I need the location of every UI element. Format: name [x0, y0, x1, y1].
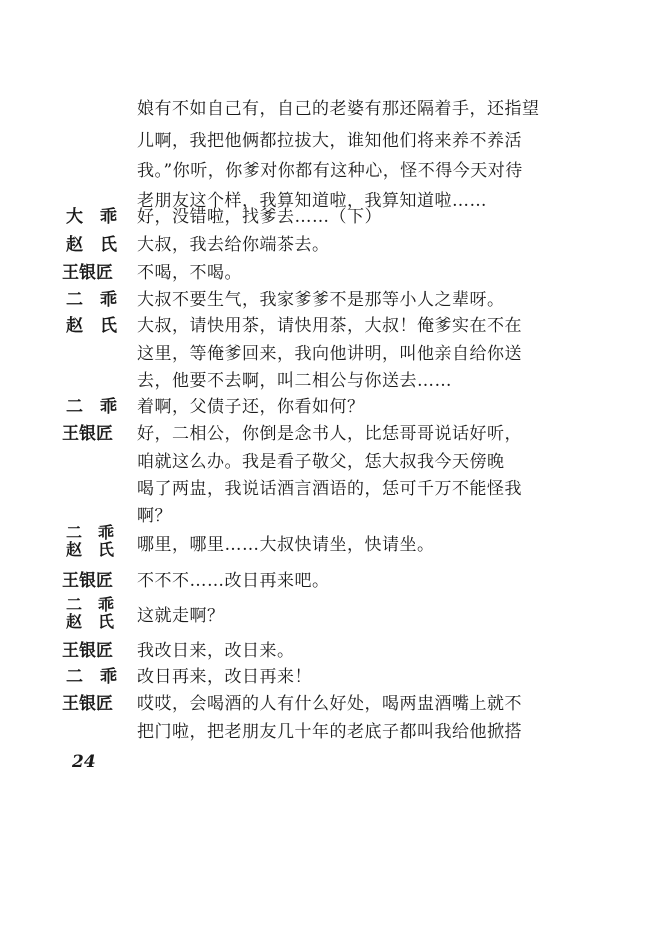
speaker-label-pair	[66, 596, 114, 630]
speaker-label: 二 乖	[66, 667, 117, 687]
text-line: 把门啦，把老朋友几十年的老底子都叫我给他掀搭	[137, 722, 522, 742]
text-line: 喝了两盅，我说话酒言酒语的，恁可千万不能怪我	[137, 479, 522, 499]
page-number: 24	[72, 752, 96, 772]
text-line: 好，没错啦，找爹去……（下）	[137, 207, 382, 227]
text-line: 不不不……改日再来吧。	[137, 571, 330, 591]
text-line: 老朋友这个样，我算知道啦，我算知道啦……	[137, 191, 487, 211]
text-line: 改日再来，改日再来！	[137, 667, 312, 687]
speaker-label-pair	[66, 524, 114, 558]
speaker-label: 二 乖	[66, 397, 117, 417]
text-line: 着啊，父债子还，你看如何？	[137, 397, 365, 417]
speaker-label: 王银匠	[62, 263, 113, 283]
speaker-label: 王银匠	[62, 694, 113, 714]
speaker-label: 赵 氏	[66, 316, 117, 336]
text-line: 这里，等俺爹回来，我向他讲明，叫他亲自给你送	[137, 344, 522, 364]
speaker-label: 赵 氏	[66, 540, 115, 559]
text-line: 不喝，不喝。	[137, 263, 242, 283]
speaker-label: 大 乖	[66, 207, 117, 227]
text-line: 我。”你听，你爹对你都有这种心，怪不得今天对待	[137, 161, 523, 181]
speaker-label: 王银匠	[62, 571, 113, 591]
speaker-label: 王银匠	[62, 424, 113, 444]
speaker-label: 二 乖	[66, 595, 115, 614]
text-line: 去，他要不去啊，叫二相公与你送去……	[137, 371, 452, 391]
speaker-label: 二 乖	[66, 523, 115, 542]
text-line: 大叔不要生气，我家爹爹不是那等小人之辈呀。	[137, 290, 505, 310]
text-line: 儿啊，我把他俩都拉拔大，谁知他们将来养不养活	[137, 131, 522, 151]
text-line: 大叔，我去给你端茶去。	[137, 235, 330, 255]
text-line: 哪里，哪里……大叔快请坐，快请坐。	[137, 535, 435, 555]
text-line: 娘有不如自己有，自己的老婆有那还隔着手，还指望	[137, 99, 540, 119]
text-line: 咱就这么办。我是看子敬父，恁大叔我今天傍晚	[137, 452, 505, 472]
text-line: 好，二相公，你倒是念书人，比恁哥哥说话好听，	[137, 424, 522, 444]
text-line: 这就走啊？	[137, 606, 225, 626]
text-line: 我改日来，改日来。	[137, 641, 295, 661]
speaker-label: 赵 氏	[66, 235, 117, 255]
text-line: 啊？	[137, 506, 172, 526]
text-line: 哎哎，会喝酒的人有什么好处，喝两盅酒嘴上就不	[137, 694, 522, 714]
text-line: 大叔，请快用茶，请快用茶，大叔！俺爹实在不在	[137, 316, 522, 336]
speaker-label: 赵 氏	[66, 612, 115, 631]
speaker-label: 二 乖	[66, 290, 117, 310]
speaker-label: 王银匠	[62, 641, 113, 661]
